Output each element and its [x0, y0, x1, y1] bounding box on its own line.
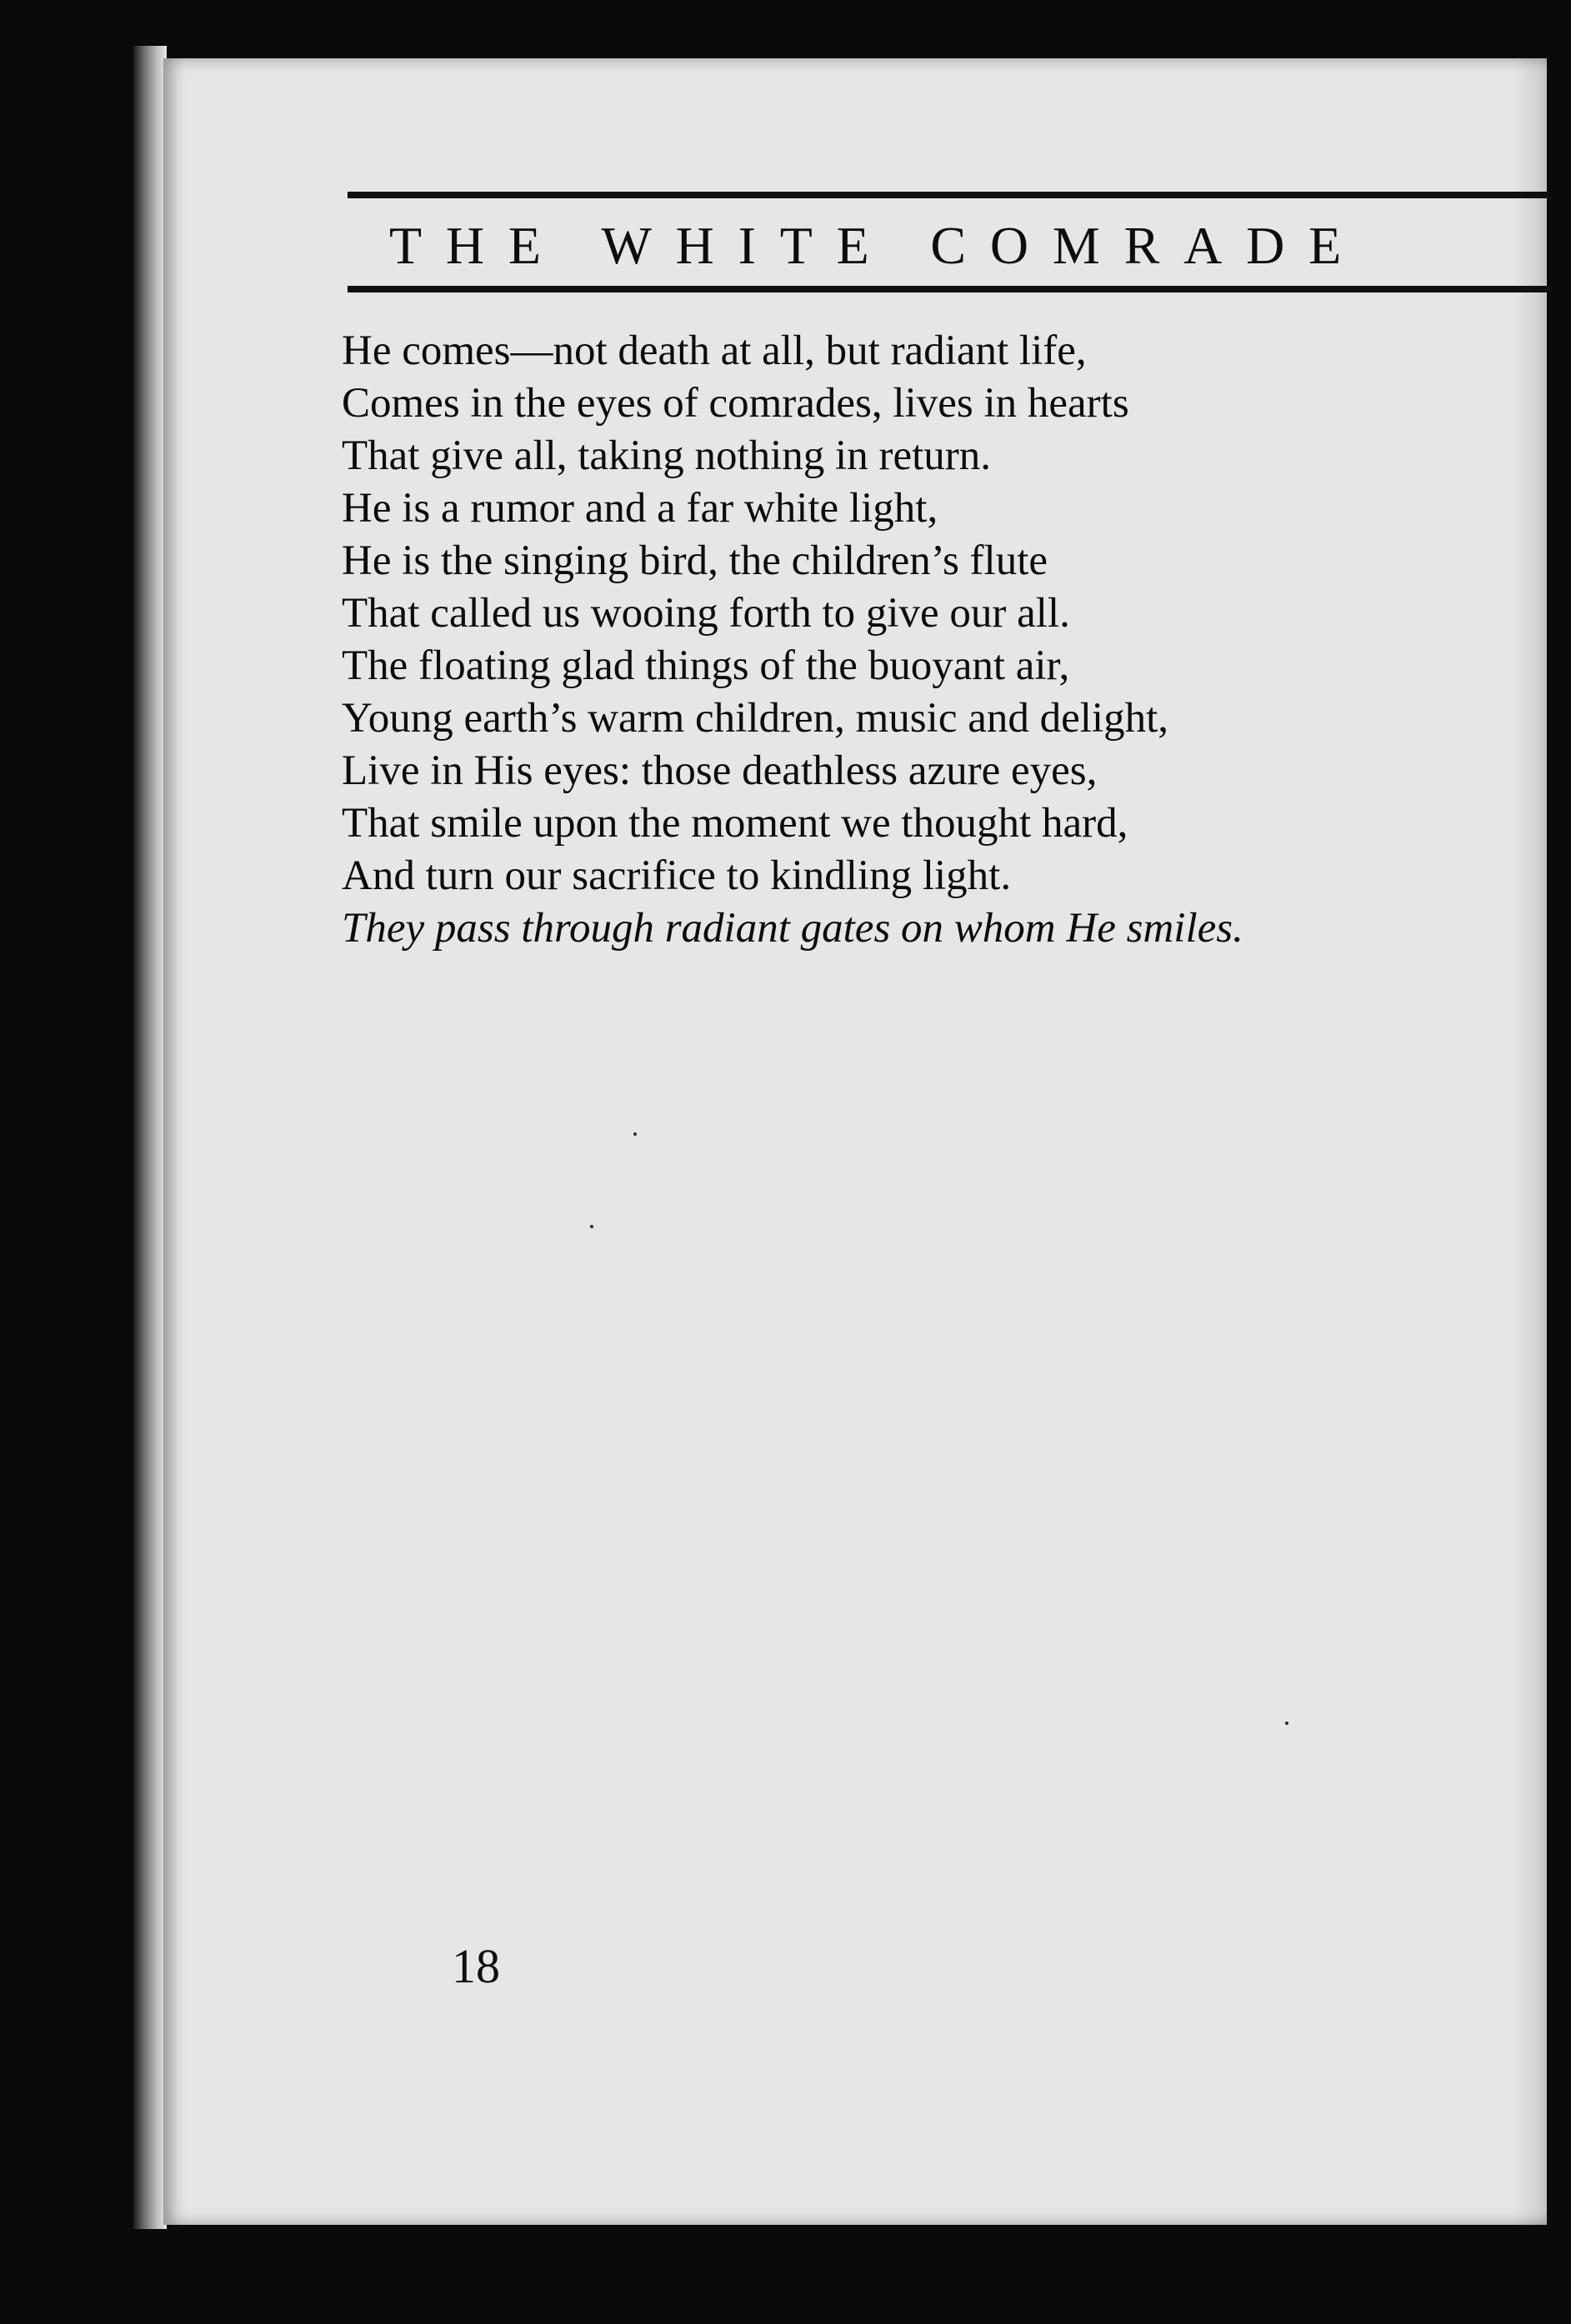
poem-line: He comes—not death at all, but radiant life, [342, 327, 1087, 374]
header-rule-top [348, 192, 1550, 198]
scan-speck [590, 1225, 593, 1228]
poem-closing-line: They pass through radiant gates on whom He smiles. [342, 905, 1243, 952]
poem-line: He is the singing bird, the children’s flute [342, 537, 1048, 584]
running-head: THE WHITE COMRADE [389, 216, 1366, 275]
poem-line: Live in His eyes: those deathless azure eyes, [342, 747, 1098, 794]
scan-speck [1285, 1722, 1288, 1725]
poem-line: The floating glad things of the buoyant air, [342, 642, 1070, 689]
header-rule-bottom [348, 286, 1550, 292]
poem-line: And turn our sacrifice to kindling light. [342, 852, 1012, 899]
poem-line: That called us wooing forth to give our all. [342, 590, 1070, 637]
poem-line: That give all, taking nothing in return. [342, 432, 991, 479]
poem-line: That smile upon the moment we thought hard, [342, 800, 1128, 847]
book-spine-edge [133, 46, 167, 2229]
poem-line: He is a rumor and a far white light, [342, 485, 938, 532]
page-number: 18 [452, 1939, 500, 1993]
poem-text [342, 325, 1542, 955]
poem-line: Young earth’s warm children, music and delight, [342, 695, 1168, 742]
scan-speck [633, 1132, 637, 1136]
poem-line: Comes in the eyes of comrades, lives in hearts [342, 380, 1129, 427]
